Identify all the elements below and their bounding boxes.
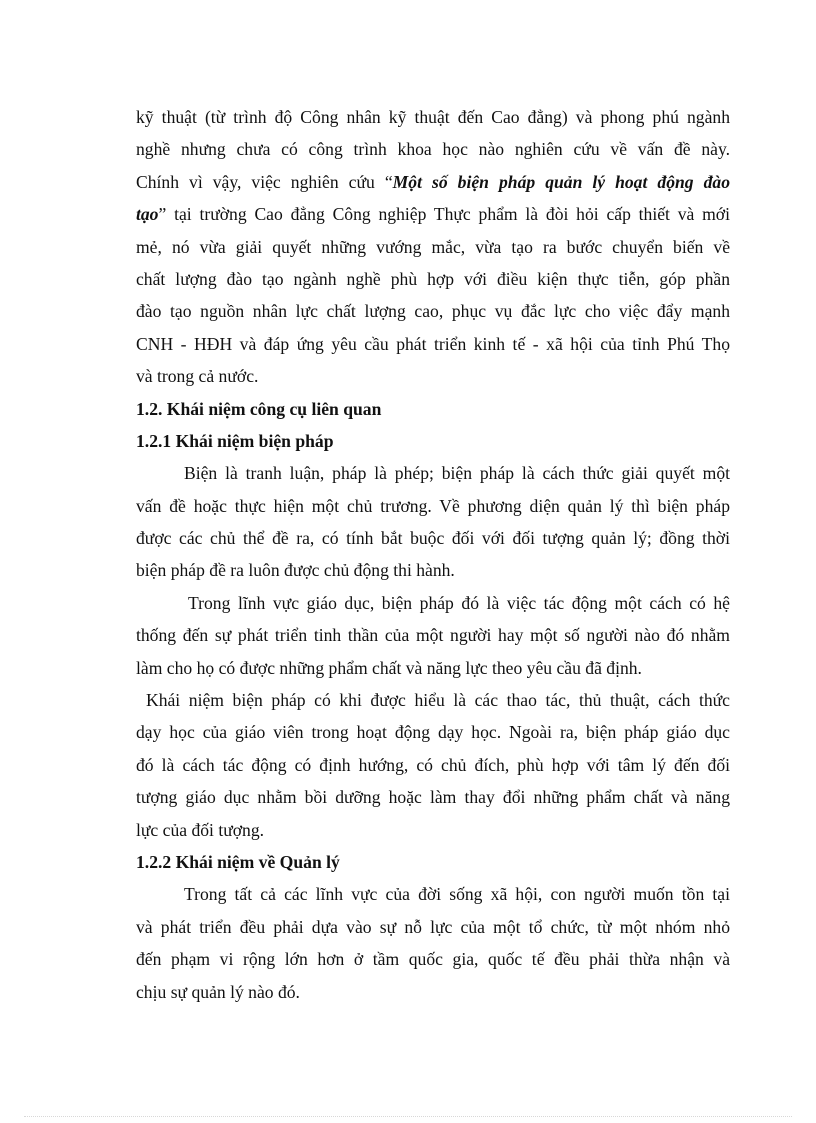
paragraph-bien-phap [136,457,730,587]
document-title-emphasis: Một số biện pháp quản lý hoạt động đào [392,171,730,192]
text-run: ” tại trường Cao đẳng Công nghiệp Thực phẩm là đòi hỏi cấp thiết và mới [158,204,730,225]
text-line: và trong cả nước. [136,366,259,387]
text-line: làm cho họ có được những phẩm chất và năng lực theo yêu cầu đã định. [136,657,642,678]
text-line: đó là cách tác động có định hướng, có chủ đích, phù hợp với tâm lý đến đối [136,754,730,775]
text-line [136,198,730,230]
text-line: tượng giáo dục nhằm bồi dưỡng hoặc làm thay đổi những phẩm chất và năng [136,787,730,808]
text-line: biện pháp đề ra luôn được chủ động thi hành. [136,560,455,581]
text-line: kỹ thuật (từ trình độ Công nhân kỹ thuật đến Cao đẳng) và phong phú ngành [136,107,730,127]
text-line: thống đến sự phát triển tinh thần của một người hay một số người nào đó nhằm [136,625,730,646]
text-line: và phát triển đều phải dựa vào sự nỗ lực của một tổ chức, từ một nhóm nhỏ [136,916,730,937]
text-line: chất lượng đào tạo ngành nghề phù hợp với điều kiện thực tiễn, góp phần [136,268,730,289]
page-bottom-divider [24,1116,792,1117]
paragraph-thao-tac [136,684,730,846]
text-line: Trong lĩnh vực giáo dục, biện pháp đó là việc tác động một cách có hệ [188,592,730,613]
text-line: đào tạo nguồn nhân lực chất lượng cao, phục vụ đắc lực cho việc đẩy mạnh [136,301,730,322]
document-title-emphasis-end: tạo [136,204,159,225]
text-line: nghề nhưng chưa có công trình khoa học nào nghiên cứu về vấn đề này. [136,139,730,160]
text-line: được các chủ thể đề ra, có tính bắt buộc đối với đối tượng quản lý; đồng thời [136,528,730,549]
text-line: dạy học của giáo viên trong hoạt động dạy học. Ngoài ra, biện pháp giáo dục [136,722,730,743]
text-line [136,166,730,198]
text-line: Khái niệm biện pháp có khi được hiểu là các thao tác, thủ thuật, cách thức [146,690,730,711]
paragraph-intro [136,101,730,393]
section-heading-1-2-2: 1.2.2 Khái niệm về Quản lý [136,851,340,872]
text-line: Biện là tranh luận, pháp là phép; biện pháp là cách thức giải quyết một [184,463,730,484]
text-line: lực của đối tượng. [136,819,265,840]
text-run: Chính vì vậy, việc nghiên cứu “ [136,171,393,192]
text-line: Trong tất cả các lĩnh vực của đời sống xã hội, con người muốn tồn tại [184,884,730,905]
text-line: đến phạm vi rộng lớn hơn ở tầm quốc gia, quốc tế đều phải thừa nhận và [136,949,730,970]
paragraph-giao-duc [136,587,730,684]
section-heading-1-2-1: 1.2.1 Khái niệm biện pháp [136,430,334,451]
document-page [136,101,730,1008]
text-line: mẻ, nó vừa giải quyết những vướng mắc, vừa tạo ra bước chuyển biến về [136,236,730,257]
section-heading-1-2: 1.2. Khái niệm công cụ liên quan [136,398,382,419]
text-line: CNH - HĐH và đáp ứng yêu cầu phát triển kinh tế - xã hội của tỉnh Phú Thọ [136,333,730,354]
text-line: vấn đề hoặc thực hiện một chủ trương. Về phương diện quản lý thì biện pháp [136,495,730,516]
paragraph-quan-ly [136,878,730,1008]
text-line: chịu sự quản lý nào đó. [136,981,300,1002]
